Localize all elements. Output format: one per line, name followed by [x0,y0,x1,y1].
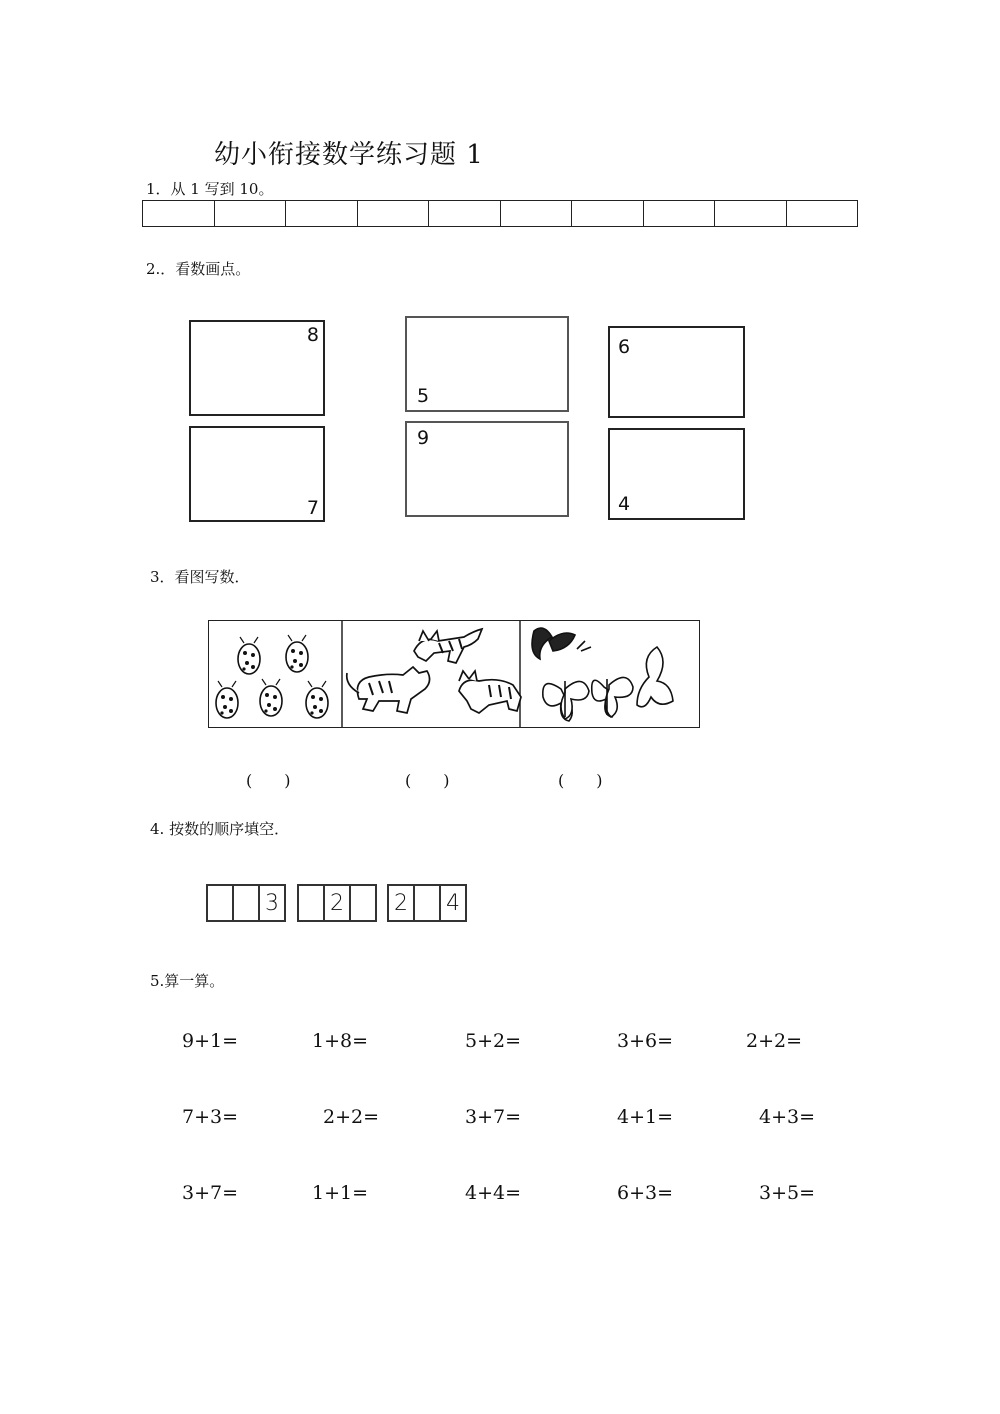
dot-box-number: 7 [306,497,319,519]
dot-box[interactable] [405,421,569,517]
write-1-to-10-grid [142,200,858,227]
write-cell[interactable] [787,201,858,226]
sequence-cell[interactable]: 4 [446,890,460,916]
write-cell[interactable] [715,201,787,226]
sequence-group [387,884,467,922]
dot-box-number: 5 [417,385,430,407]
equation[interactable]: 6+3= [617,1182,674,1204]
equation[interactable]: 3+5= [759,1182,816,1204]
equation[interactable]: 4+1= [617,1106,674,1128]
question-5-label: 5.算一算。 [150,972,225,990]
write-cell[interactable] [644,201,716,226]
answer-blank[interactable]: ( ) [246,771,291,790]
equation[interactable]: 3+7= [182,1182,239,1204]
dot-box[interactable] [608,326,745,418]
equation[interactable]: 7+3= [182,1106,239,1128]
equation[interactable]: 1+8= [312,1030,369,1052]
equation[interactable]: 3+6= [617,1030,674,1052]
dot-box[interactable] [405,316,569,412]
equation[interactable]: 2+2= [323,1106,380,1128]
sequence-group [297,884,377,922]
equation[interactable]: 1+1= [312,1182,369,1204]
sequence-cell[interactable]: 2 [325,886,351,920]
butterfly-icon [532,628,673,721]
write-cell[interactable] [501,201,573,226]
cat-icon [347,629,521,713]
dot-box[interactable] [608,428,745,520]
sequence-cell[interactable] [299,886,325,920]
write-cell[interactable] [358,201,430,226]
dot-box-number: 8 [306,324,319,346]
question-3-label: 3．看图写数． [150,568,250,586]
question-1-label: 1．从 1 写到 10。 [146,180,274,198]
dot-box[interactable] [189,320,325,416]
dot-box-number: 6 [618,336,631,358]
sequence-cell[interactable]: 3 [265,890,279,916]
sequence-group [206,884,286,922]
equation[interactable]: 4+4= [465,1182,522,1204]
sequence-cell[interactable] [208,886,234,920]
sequence-cell[interactable]: 2 [389,886,415,920]
dot-box[interactable] [189,426,325,522]
dot-box-number: 9 [417,427,430,449]
write-cell[interactable] [429,201,501,226]
question-2-label: 2.．看数画点。 [146,260,251,278]
equation[interactable]: 5+2= [465,1030,522,1052]
write-cell[interactable] [572,201,644,226]
write-cell[interactable] [286,201,358,226]
equation[interactable]: 2+2= [746,1030,803,1052]
equation[interactable]: 9+1= [182,1030,239,1052]
dot-box-number: 4 [618,493,631,515]
ladybug-icon [216,635,328,718]
page-title: 幼小衔接数学练习题 1 [214,140,484,170]
equation[interactable]: 4+3= [759,1106,816,1128]
sequence-cell[interactable] [234,886,260,920]
question-4-label: 4. 按数的顺序填空． [150,820,290,838]
answer-blank[interactable]: ( ) [405,771,450,790]
picture-strip [208,620,700,728]
equation[interactable]: 3+7= [465,1106,522,1128]
write-cell[interactable] [215,201,287,226]
answer-blank[interactable]: ( ) [558,771,603,790]
sequence-cell[interactable] [415,886,441,920]
write-cell[interactable] [143,201,215,226]
sequence-cell[interactable] [351,886,375,920]
